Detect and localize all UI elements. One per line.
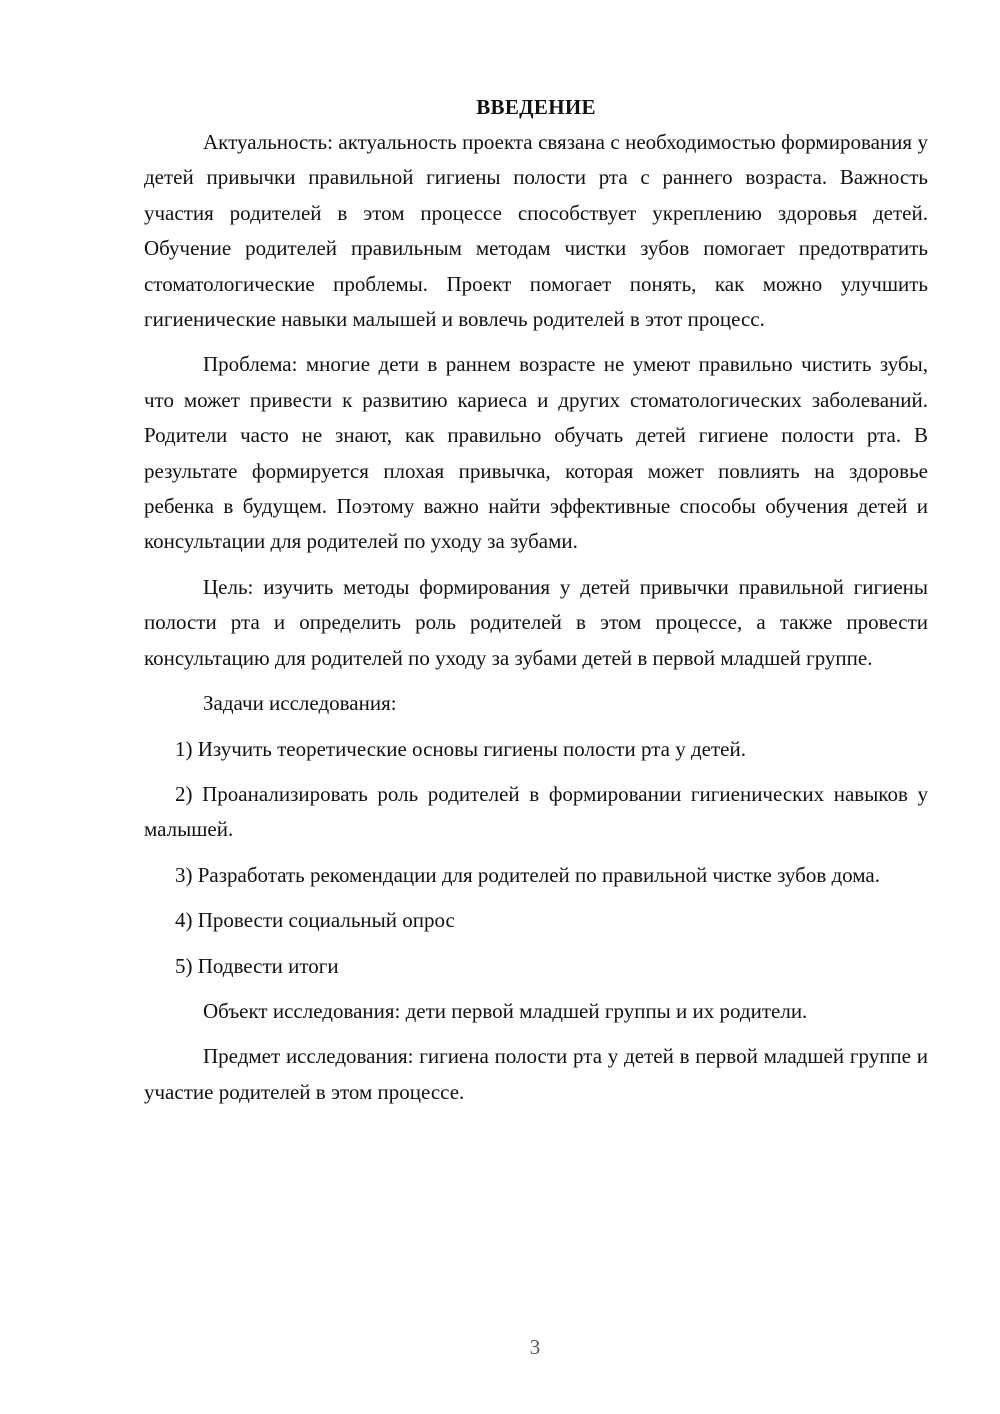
- task-item-1: 1) Изучить теоретические основы гигиены полости рта у детей.: [175, 736, 746, 761]
- tasks-heading: Задачи исследования:: [203, 691, 397, 716]
- section-title: ВВЕДЕНИЕ: [476, 95, 596, 119]
- task-item-2: 2) Проанализировать роль родителей в формировании гигиенических навыков у малышей.: [144, 781, 928, 842]
- document-page: [144, 90, 928, 1120]
- paragraph-object: Объект исследования: дети первой младшей группы и их родители.: [203, 998, 808, 1023]
- task-item-4: 4) Провести социальный опрос: [175, 908, 455, 933]
- task-item-5: 5) Подвести итоги: [175, 953, 339, 978]
- page-number: 3: [529, 1335, 541, 1359]
- paragraph-relevance: Актуальность: актуальность проекта связана с необходимостью формирования у детей привычки правильной гигиены полости рта с раннего возраста. Важность участия родителей в этом процессе способствует укреплению здоровья детей. Обучение родителей правильным методам чистки зубов помогает предотвратить стоматологические проблемы. Проект помогает понять, как можно улучшить гигиенические навыки малышей и вовлечь родителей в этот процесс.: [144, 130, 928, 332]
- paragraph-goal: Цель: изучить методы формирования у детей привычки правильной гигиены полости рта и определить роль родителей в этом процессе, а также провести консультацию для родителей по уходу за зубами детей в первой младшей группе.: [144, 574, 928, 670]
- paragraph-problem: Проблема: многие дети в раннем возрасте не умеют правильно чистить зубы, что может привести к развитию кариеса и других стоматологических заболеваний. Родители часто не знают, как правильно обучать детей гигиене полости рта. В результате формируется плохая привычка, которая может повлиять на здоровье ребенка в будущем. Поэтому важно найти эффективные способы обучения детей и консультации для родителей по уходу за зубами.: [144, 352, 928, 554]
- paragraph-subject: Предмет исследования: гигиена полости рта у детей в первой младшей группе и участие родителей в этом процессе.: [144, 1044, 928, 1104]
- task-list: [144, 732, 928, 984]
- task-item-3: 3) Разработать рекомендации для родителей по правильной чистке зубов дома.: [175, 862, 880, 887]
